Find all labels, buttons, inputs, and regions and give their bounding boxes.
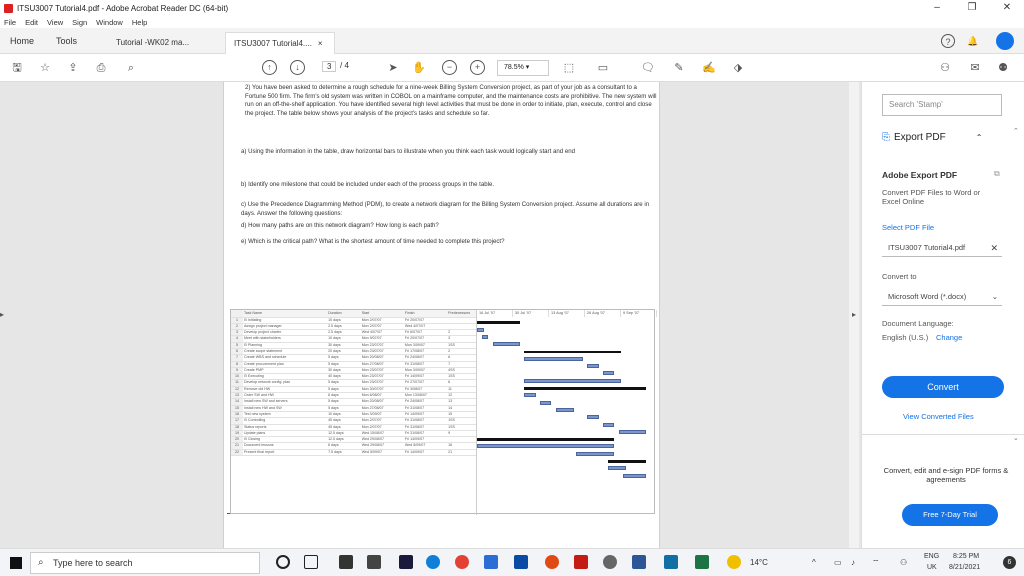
free-trial-button[interactable]: Free 7-Day Trial	[902, 504, 998, 526]
gantt-cell-pr: 21	[447, 449, 476, 455]
maximize-button[interactable]: ❐	[967, 2, 977, 13]
calculator-app-icon[interactable]	[339, 555, 353, 569]
gantt-header-cell: Task Name	[243, 310, 327, 317]
export-pdf-title: Export PDF	[894, 132, 946, 143]
select-pdf-file-label: Select PDF File	[882, 223, 935, 232]
sign-icon[interactable]: ✍	[702, 62, 716, 74]
gantt-cell-n: 8	[231, 361, 243, 367]
taskbar-search-input[interactable]	[30, 552, 260, 574]
gantt-header-row	[231, 310, 476, 317]
gantt-cell-fi: Fri 6/07/07	[404, 330, 447, 336]
gantt-task-bar	[524, 357, 583, 361]
gantt-cell-n: 21	[231, 443, 243, 449]
word-app-icon[interactable]	[632, 555, 646, 569]
zoom-value: 78.5%	[504, 64, 524, 71]
menu-bar	[0, 16, 1024, 28]
gantt-cell-n: 19	[231, 430, 243, 436]
gantt-cell-pr: 1SS	[447, 342, 476, 348]
gantt-cell-st: Mon 27/08/07	[361, 405, 404, 411]
gantt-cell-fi: Fri 31/08/07	[404, 430, 447, 436]
gantt-cell-fi: Fri 31/08/07	[404, 361, 447, 367]
gantt-cell-pr: 15	[447, 411, 476, 417]
gantt-cell-dur: 5 days	[327, 355, 361, 361]
acrobat-app-icon	[4, 4, 13, 13]
gantt-cell-fi: Mon 3/09/07	[404, 342, 447, 348]
gantt-cell-st: Mon 23/07/07	[361, 380, 404, 386]
pane-divider	[862, 434, 1024, 435]
gantt-cell-fi: Wed 5/09/07	[404, 443, 447, 449]
gantt-cell-st: Mon 30/07/07	[361, 386, 404, 392]
gantt-header-cell: Duration	[327, 310, 361, 317]
taskbar-search-placeholder: Type here to search	[53, 558, 133, 568]
settings-gear-icon[interactable]	[603, 555, 617, 569]
selected-file-name: ITSU3007 Tutorial4.pdf	[888, 243, 966, 252]
gantt-cell-fi: Fri 14/09/07	[404, 411, 447, 417]
gantt-cell-pr: 1SS	[447, 418, 476, 424]
bookmark-star-icon[interactable]: ☆	[40, 62, 50, 74]
gantt-cell-n: 10	[231, 374, 243, 380]
gantt-cell-pr: 2	[447, 330, 476, 336]
gantt-cell-n: 18	[231, 424, 243, 430]
gantt-cell-st: Mon 20/08/07	[361, 399, 404, 405]
document-tab-1-label: Tutorial -WK02 ma...	[116, 38, 190, 47]
gantt-cell-pr: 1SS	[447, 424, 476, 430]
gantt-week-label: 16 Jul '07	[477, 310, 513, 317]
title-bar	[0, 0, 1024, 16]
format-select[interactable]	[882, 288, 1002, 306]
gantt-week-label: 30 Jul '07	[513, 310, 549, 317]
gantt-task-bar	[556, 408, 574, 412]
previous-page-icon[interactable]: ↑	[262, 60, 277, 75]
menu-file[interactable]: File	[4, 17, 17, 27]
gantt-cell-dur: 45 days	[327, 424, 361, 430]
gantt-week-label: 9 Sep '07	[621, 310, 657, 317]
gantt-cell-n: 13	[231, 393, 243, 399]
gantt-cell-st: Wed 5/09/07	[361, 449, 404, 455]
gantt-cell-name: Create scope statement	[243, 348, 327, 354]
hand-tool-icon[interactable]: ✋	[412, 62, 426, 74]
gantt-cell-name: ⊟ Closing	[243, 437, 327, 443]
clock-time[interactable]: 8:25 PM	[953, 553, 980, 560]
gantt-cell-fi: Fri 31/08/07	[404, 424, 447, 430]
gantt-cell-fi: Fri 31/08/07	[404, 418, 447, 424]
selected-file-field[interactable]	[882, 239, 1002, 257]
gantt-cell-name: ⊟ Controlling	[243, 418, 327, 424]
gantt-cell-dur: 2.5 days	[327, 330, 361, 336]
gantt-cell-fi: Mon 13/08/07	[404, 393, 447, 399]
chrome-browser-icon[interactable]	[455, 555, 469, 569]
gantt-cell-dur: 7.5 days	[327, 449, 361, 455]
gantt-cell-pr: 1SS	[447, 374, 476, 380]
gantt-cell-name: Test new system	[243, 411, 327, 417]
cortana-icon[interactable]	[276, 555, 290, 569]
right-panel-toggle-icon[interactable]: ▸	[852, 310, 857, 319]
opera-browser-icon[interactable]	[545, 555, 559, 569]
gantt-cell-dur: 30 days	[327, 367, 361, 373]
gantt-cell-n: 15	[231, 405, 243, 411]
gantt-cell-name: Create WBS and schedule	[243, 355, 327, 361]
gantt-cell-name: Update plans	[243, 430, 327, 436]
gantt-cell-name: Order SW and HW	[243, 393, 327, 399]
question-d-text: d) How many paths are on this network diagram? How long is each path?	[241, 222, 439, 229]
tools-tab[interactable]: Tools	[56, 36, 78, 46]
pane-scroll-up-icon[interactable]: ⌃	[1013, 128, 1019, 135]
gantt-cell-dur: 2.5 days	[327, 323, 361, 329]
gantt-cell-dur: 5 days	[327, 399, 361, 405]
gantt-cell-name: Create procurement plan	[243, 361, 327, 367]
gantt-cell-dur: 5 days	[327, 405, 361, 411]
language-value: English (U.S.)	[882, 333, 929, 342]
gantt-task-bar	[587, 415, 598, 419]
zoom-select[interactable]: 78.5% ▾	[497, 60, 549, 76]
question-a-text: a) Using the information in the table, draw horizontal bars to illustrate when you think each task would logically start and end	[241, 148, 575, 155]
gantt-cell-name: Remove old HW	[243, 386, 327, 392]
search-icon: ⌕	[38, 557, 44, 568]
gantt-cell-n: 9	[231, 367, 243, 373]
promo-text: Convert, edit and e-sign PDF forms & agreements	[883, 466, 1009, 484]
people-icon[interactable]: ⚇	[900, 558, 908, 567]
gantt-cell-n: 6	[231, 348, 243, 354]
menu-edit[interactable]: Edit	[25, 17, 39, 27]
edge-browser-icon[interactable]	[426, 555, 440, 569]
gantt-cell-fi: Fri 24/08/07	[404, 399, 447, 405]
gantt-week-label: 13 Aug '07	[549, 310, 585, 317]
convert-to-label: Convert to	[882, 272, 917, 281]
gantt-cell-dur: 12.5 days	[327, 430, 361, 436]
gantt-cell-fi: Fri 27/07/07	[404, 380, 447, 386]
save-icon[interactable]: 🖫	[12, 62, 22, 74]
gantt-task-bar	[477, 444, 614, 448]
gantt-cell-dur: 5 days	[327, 380, 361, 386]
gantt-task-bar	[603, 371, 614, 375]
highlight-pen-icon[interactable]: ✎	[674, 62, 684, 74]
tool-search-input[interactable]: Search 'Stamp'	[882, 94, 1002, 116]
find-icon[interactable]: ⌕	[127, 62, 135, 74]
page-number-input[interactable]: 3	[322, 61, 336, 72]
gantt-cell-pr: 6	[447, 355, 476, 361]
gantt-cell-fi: Fri 3/08/07	[404, 386, 447, 392]
temperature-text[interactable]: 14°C	[750, 558, 768, 567]
gantt-cell-fi: Wed 4/07/07	[404, 323, 447, 329]
adobe-export-pdf-heading: Adobe Export PDF	[882, 170, 958, 180]
show-hidden-icons-icon[interactable]: ^	[812, 558, 816, 567]
document-tab-1[interactable]	[108, 32, 197, 54]
document-tab-2[interactable]	[225, 32, 335, 54]
weather-icon[interactable]	[727, 555, 741, 569]
gantt-week-label: 26 Aug '07	[585, 310, 621, 317]
gantt-cell-dur: 5 days	[327, 361, 361, 367]
volume-icon[interactable]: ♪	[851, 558, 855, 567]
window-title: ITSU3007 Tutorial4.pdf - Adobe Acrobat Reader DC (64-bit)	[17, 3, 229, 13]
gantt-cell-name: ⊟ Executing	[243, 374, 327, 380]
gantt-cell-st: Mon 9/07/07	[361, 336, 404, 342]
gantt-summary-bar	[477, 321, 520, 324]
gantt-cell-n: 14	[231, 399, 243, 405]
gantt-cell-st: Wed 29/08/07	[361, 437, 404, 443]
gantt-cell-fi: Fri 14/09/07	[404, 449, 447, 455]
gantt-cell-pr: 4SS	[447, 367, 476, 373]
gantt-cell-name: Assign project manager	[243, 323, 327, 329]
notification-count-badge[interactable]: 6	[1003, 556, 1016, 569]
gantt-task-table	[231, 310, 476, 456]
store-app-icon[interactable]	[399, 555, 413, 569]
gantt-cell-fi: Fri 24/08/07	[404, 355, 447, 361]
document-language-label: Document Language:	[882, 319, 954, 328]
remove-file-icon[interactable]: ✕	[990, 243, 998, 253]
question-b-text: b) Identify one milestone that could be included under each of the process groups in the table.	[241, 181, 495, 188]
minimize-button[interactable]: –	[934, 2, 940, 13]
gantt-cell-pr: 2	[447, 348, 476, 354]
page-total: / 4	[340, 61, 349, 70]
gantt-summary-bar	[524, 351, 621, 354]
gantt-task-bar	[540, 401, 551, 405]
gantt-cell-pr: 3	[447, 336, 476, 342]
gantt-cell-fi: Fri 14/09/07	[404, 374, 447, 380]
gantt-cell-name: Install new SW and servers	[243, 399, 327, 405]
gantt-cell-st: Mon 2/07/07	[361, 323, 404, 329]
gantt-chart-image	[230, 309, 655, 514]
gantt-cell-n: 12	[231, 386, 243, 392]
gantt-cell-dur: 15 days	[327, 317, 361, 323]
add-user-icon[interactable]: ⚉	[998, 62, 1008, 74]
gantt-cell-n: 2	[231, 323, 243, 329]
export-pdf-icon: ⎘	[882, 132, 890, 143]
gantt-cell-st: Mon 23/07/07	[361, 374, 404, 380]
question-c-text: c) Use the Precedence Diagramming Method (PDM), to create a network diagram for the Billing System Conversion project. Assume all durations are in days. Answer the following questions:	[241, 201, 650, 217]
share-icon[interactable]: ⇪	[68, 62, 78, 74]
gantt-cell-st: Wed 15/08/07	[361, 430, 404, 436]
gantt-summary-bar	[524, 387, 646, 390]
gantt-cell-pr: 11	[447, 386, 476, 392]
gantt-header-cell: Predecessors	[447, 310, 476, 317]
collapse-chevron-icon[interactable]: ⌃	[975, 133, 983, 142]
gantt-cell-pr: 13	[447, 399, 476, 405]
task-view-icon[interactable]	[304, 555, 318, 569]
gantt-cell-st: Mon 2/07/07	[361, 317, 404, 323]
gantt-task-bar	[603, 423, 614, 427]
export-pdf-pane	[861, 82, 1024, 548]
photos-app-icon[interactable]	[484, 555, 498, 569]
export-description: Convert PDF Files to Word or Excel Online	[882, 188, 981, 206]
menu-window[interactable]: Window	[96, 17, 123, 27]
gantt-cell-st: Mon 20/08/07	[361, 355, 404, 361]
gantt-cell-st: Mon 23/07/07	[361, 348, 404, 354]
region-indicator[interactable]: UK	[927, 564, 937, 571]
gantt-task-bar	[576, 452, 614, 456]
table-row	[231, 449, 476, 455]
gantt-task-bar	[524, 393, 535, 397]
gantt-cell-st: Mon 27/08/07	[361, 361, 404, 367]
gantt-cell-fi: Fri 31/08/07	[404, 405, 447, 411]
gantt-cell-n: 16	[231, 411, 243, 417]
document-tab-2-label: ITSU3007 Tutorial4....	[234, 39, 312, 48]
gantt-summary-bar	[608, 460, 646, 463]
close-tab-icon[interactable]: ×	[317, 39, 323, 48]
gantt-cell-name: Create PMP	[243, 367, 327, 373]
scroll-mode-icon[interactable]: ▭	[597, 62, 609, 74]
gantt-cell-name: Document lessons	[243, 443, 327, 449]
excel-app-icon[interactable]	[695, 555, 709, 569]
gantt-task-bar	[619, 430, 646, 434]
gantt-cell-name: Meet with stakeholders	[243, 336, 327, 342]
question-e-text: e) Which is the critical path? What is the shortest amount of time needed to complete this project?	[241, 238, 505, 245]
gantt-cell-dur: 6 days	[327, 443, 361, 449]
gantt-cell-n: 5	[231, 342, 243, 348]
gantt-cell-st: Mon 3/09/07	[361, 411, 404, 417]
view-converted-files-link[interactable]: View Converted Files	[903, 412, 974, 421]
gantt-cell-dur: 6 days	[327, 393, 361, 399]
gantt-cell-fi: Mon 3/09/07	[404, 367, 447, 373]
help-icon[interactable]: ?	[941, 34, 955, 48]
notification-bell-icon[interactable]: 🔔	[967, 36, 979, 46]
share-people-icon[interactable]: ⚇	[940, 62, 950, 74]
gantt-cell-dur: 10 days	[327, 336, 361, 342]
gantt-cell-pr: 16	[447, 443, 476, 449]
gantt-cell-st: Wed 4/07/07	[361, 330, 404, 336]
zoom-out-icon[interactable]: −	[442, 60, 457, 75]
gantt-cell-dur: 40 days	[327, 374, 361, 380]
gantt-header-cell: Start	[361, 310, 404, 317]
gantt-header-cell: Finish	[404, 310, 447, 317]
gantt-cell-dur: 30 days	[327, 342, 361, 348]
gantt-cell-pr: 12	[447, 393, 476, 399]
menu-sign[interactable]: Sign	[72, 17, 88, 27]
gantt-summary-bar	[477, 438, 614, 441]
menu-help[interactable]: Help	[131, 17, 148, 27]
pane-scroll-down-icon[interactable]: ⌄	[1013, 435, 1019, 442]
network-icon[interactable]: ⌔	[872, 558, 880, 567]
question-2-text: 2) You have been asked to determine a rough schedule for a nine-week Billing System Conversion project, as part of your job as a consultant to a Fortune 500 firm. The firm's old system was written in COBOL on a mainframe computer, and the maintenance costs are prohibitive. The new system will run on an off-the-shelf application. You have identified several high level activities that must be done in order to initiate, plan, execute, control and close the project. The table below shows your analysis of the project's tasks and schedule so far.	[245, 84, 657, 117]
chevron-down-icon: ⌄	[991, 292, 998, 301]
gantt-cell-fi: Fri 20/07/07	[404, 336, 447, 342]
format-value: Microsoft Word (*.docx)	[888, 292, 967, 301]
gantt-cell-name: ⊟ Initiating	[243, 317, 327, 323]
gantt-cell-pr: 7	[447, 361, 476, 367]
gantt-cell-st: Mon 6/08/07	[361, 393, 404, 399]
comment-icon[interactable]: 🗨	[641, 62, 655, 74]
gantt-cell-n: 4	[231, 336, 243, 342]
print-icon[interactable]: ⎙	[96, 62, 106, 74]
file-explorer-icon[interactable]	[367, 555, 381, 569]
gantt-cell-name: ⊟ Planning	[243, 342, 327, 348]
next-page-icon[interactable]: ↓	[290, 60, 305, 75]
copy-icon: ⧉	[994, 169, 1000, 178]
gantt-cell-dur: 45 days	[327, 418, 361, 424]
gantt-task-bar	[608, 466, 626, 470]
gantt-task-bar	[493, 342, 520, 346]
gantt-cell-name: Status reports	[243, 424, 327, 430]
windows-taskbar	[0, 548, 1024, 576]
toolbar	[0, 54, 1024, 82]
gantt-cell-dur: 20 days	[327, 348, 361, 354]
gantt-task-bar	[524, 379, 621, 383]
gantt-cell-dur: 12.5 days	[327, 437, 361, 443]
gantt-cell-n: 17	[231, 418, 243, 424]
left-panel-toggle-icon[interactable]: ▸	[0, 310, 5, 319]
gantt-task-bar	[587, 364, 598, 368]
gantt-task-bar	[482, 335, 489, 339]
gantt-cell-n: 20	[231, 437, 243, 443]
gantt-cell-st: Mon 2/07/07	[361, 418, 404, 424]
gantt-cell-name: Install new HW and SW	[243, 405, 327, 411]
convert-button[interactable]: Convert	[882, 376, 1004, 398]
gantt-cell-name: Develop project charter	[243, 330, 327, 336]
battery-icon[interactable]: ▭	[834, 558, 842, 567]
email-icon[interactable]: ✉	[970, 62, 980, 74]
change-language-link[interactable]: Change	[936, 333, 963, 342]
gantt-cell-name: Present final report	[243, 449, 327, 455]
gantt-cell-pr: 9	[447, 430, 476, 436]
gantt-cell-fi: Fri 20/07/07	[404, 317, 447, 323]
gantt-cell-dur: 10 days	[327, 411, 361, 417]
clock-date[interactable]: 8/21/2021	[949, 564, 981, 571]
gantt-cell-n: 1	[231, 317, 243, 323]
gantt-task-bar	[477, 328, 484, 332]
gantt-cell-st: Mon 2/07/07	[361, 424, 404, 430]
gantt-cell-n: 3	[231, 330, 243, 336]
photo-viewer-icon[interactable]	[664, 555, 678, 569]
user-avatar-icon[interactable]	[996, 32, 1014, 50]
gantt-cell-fi: Fri 14/09/07	[404, 437, 447, 443]
export-pdf-header[interactable]	[882, 132, 982, 143]
menu-view[interactable]: View	[47, 17, 64, 27]
gantt-cell-n: 22	[231, 449, 243, 455]
gantt-cell-n: 7	[231, 355, 243, 361]
home-tab[interactable]: Home	[10, 36, 35, 46]
gantt-cell-pr: 14	[447, 405, 476, 411]
fit-page-icon[interactable]: ⬚	[563, 62, 575, 74]
gantt-cell-st: Mon 23/07/07	[361, 367, 404, 373]
acrobat-taskbar-icon[interactable]	[574, 555, 588, 569]
tab-bar	[0, 28, 1024, 54]
gantt-cell-n: 11	[231, 380, 243, 386]
gantt-cell-name: Develop network config. plan	[243, 380, 327, 386]
gantt-cell-st: Mon 23/07/07	[361, 342, 404, 348]
gantt-cell-pr: 6	[447, 380, 476, 386]
zoom-in-icon[interactable]: +	[470, 60, 485, 75]
gantt-cell-fi: Fri 17/08/07	[404, 348, 447, 354]
select-cursor-icon[interactable]: ➤	[388, 62, 398, 74]
windows-start-icon[interactable]	[10, 557, 22, 569]
gantt-header-cell	[231, 310, 243, 317]
more-tools-icon[interactable]: ⬗	[733, 62, 743, 74]
gantt-cell-dur: 5 days	[327, 386, 361, 392]
gantt-timeline	[476, 310, 656, 515]
mail-app-icon[interactable]	[514, 555, 528, 569]
close-button[interactable]: ✕	[1002, 2, 1012, 13]
gantt-cell-st: Wed 29/08/07	[361, 443, 404, 449]
language-indicator[interactable]: ENG	[924, 553, 940, 560]
gantt-task-bar	[623, 474, 646, 478]
